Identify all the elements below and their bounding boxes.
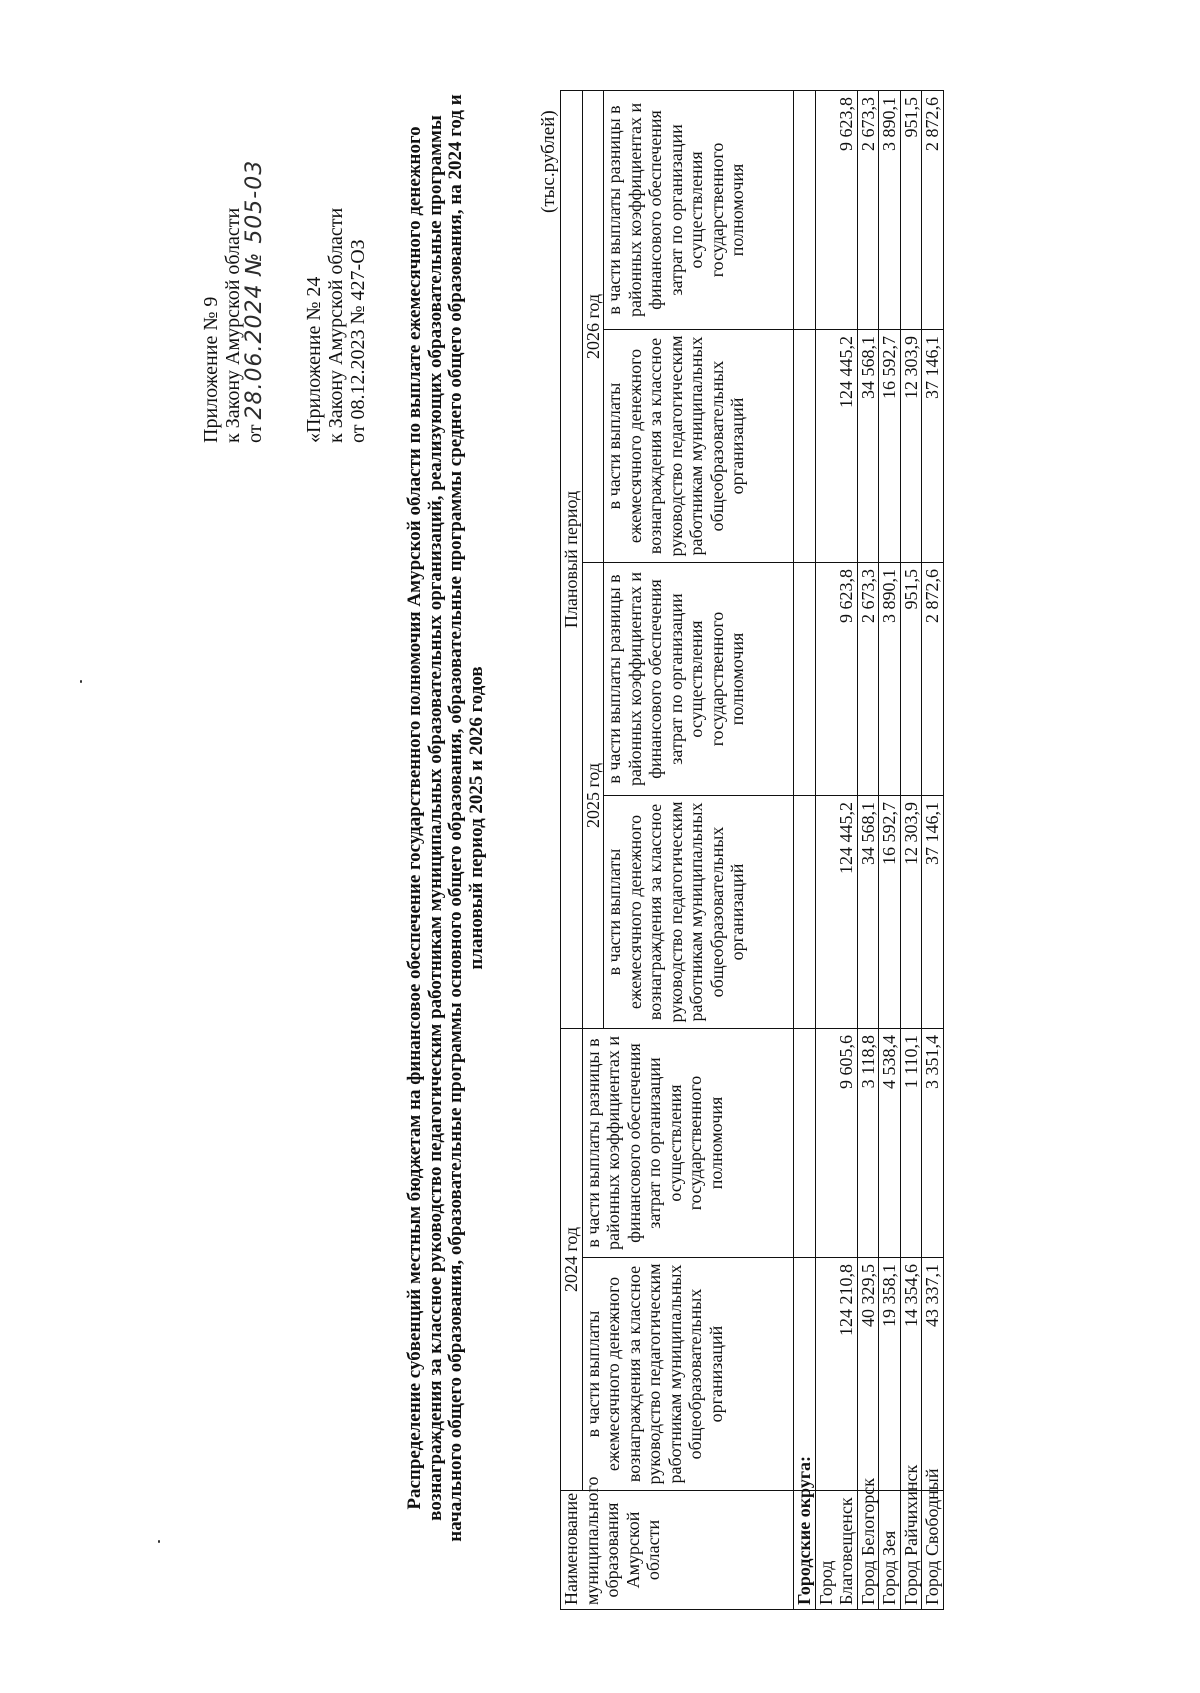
- appendix-date-line: [244, 23, 266, 443]
- header-year-2026: 2026 год: [582, 90, 604, 562]
- value-2024-salary: 40 329,5: [857, 1258, 879, 1491]
- value-2026-salary: 34 568,1: [857, 329, 879, 562]
- value-2026-salary: 37 146,1: [922, 329, 944, 562]
- scan-speck: [80, 680, 82, 683]
- header-planned-period: Плановый период: [561, 90, 583, 1028]
- value-2026-salary: 12 303,9: [900, 329, 922, 562]
- row-name: Город Райчихинск: [900, 1491, 922, 1610]
- appendix-number: Приложение № 9: [200, 296, 222, 443]
- table-row: [922, 90, 944, 1609]
- previous-appendix-date: от 08.12.2023 № 427-ОЗ: [347, 239, 369, 443]
- table-row: [900, 90, 922, 1609]
- value-2025-salary: 37 146,1: [922, 795, 944, 1028]
- table-row: [879, 90, 901, 1609]
- value-2025-coefficients: 951,5: [900, 562, 922, 795]
- value-2024-coefficients: 3 351,4: [922, 1028, 944, 1257]
- subvention-table: [560, 90, 944, 1610]
- value-2026-salary: 16 592,7: [879, 329, 901, 562]
- header-year-2024: 2024 год: [561, 1028, 583, 1490]
- value-2025-coefficients: 9 623,8: [815, 562, 857, 795]
- previous-appendix-number: «Приложение № 24: [303, 276, 325, 443]
- value-2024-salary: 43 337,1: [922, 1258, 944, 1491]
- row-name: Город Свободный: [922, 1491, 944, 1610]
- header-2025-salary: в части выплаты ежемесячного денежного вознаграждения за классное руководство педагогическим работникам муниципальных общеобразовательных организаций: [604, 795, 794, 1028]
- header-row-years: [561, 90, 583, 1609]
- value-2024-salary: 124 210,8: [815, 1258, 857, 1491]
- table-row: [857, 90, 879, 1609]
- value-2024-coefficients: 9 605,6: [815, 1028, 857, 1257]
- value-2024-salary: 19 358,1: [879, 1258, 901, 1491]
- empty-cell: [794, 795, 816, 1028]
- value-2025-coefficients: 2 673,3: [857, 562, 879, 795]
- empty-cell: [794, 1028, 816, 1257]
- value-2026-coefficients: 3 890,1: [879, 90, 901, 329]
- appendix-law: к Закону Амурской области: [222, 207, 244, 443]
- scan-speck: [158, 1540, 160, 1543]
- previous-appendix-law: к Закону Амурской области: [325, 207, 347, 443]
- value-2025-coefficients: 2 872,6: [922, 562, 944, 795]
- previous-appendix-block: [303, 23, 369, 443]
- header-2024-coefficients: в части выплаты разницы в районных коэффициентах и финансового обеспечения затрат по организации осуществления государственного полномочия: [582, 1028, 794, 1257]
- header-2026-salary: в части выплаты ежемесячного денежного вознаграждения за классное руководство педагогическим работникам муниципальных общеобразовательных организаций: [604, 329, 794, 562]
- row-name: Город Зея: [879, 1491, 901, 1610]
- unit-label: (тыс.рублей): [538, 110, 559, 213]
- value-2024-salary: 14 354,6: [900, 1258, 922, 1491]
- value-2025-coefficients: 3 890,1: [879, 562, 901, 795]
- document-title: Распределение субвенций местным бюджетам на финансовое обеспечение государственного полномочия Амурской области по выплате ежемесячного денежного вознаграждения за классное руководство педагогическим работникам муниципальных образовательных организаций, реализующих образовательные программы начального общего образования, образовательные программы основного общего образования, образовательные программы среднего общего образования, на 2024 год и плановый период 2025 и 2026 годов: [404, 94, 487, 1542]
- empty-cell: [794, 329, 816, 562]
- value-2026-coefficients: 2 673,3: [857, 90, 879, 329]
- value-2026-coefficients: 951,5: [900, 90, 922, 329]
- value-2026-salary: 124 445,2: [815, 329, 857, 562]
- header-year-2025: 2025 год: [582, 562, 604, 1028]
- row-name: Город Белогорск: [857, 1491, 879, 1610]
- value-2025-salary: 124 445,2: [815, 795, 857, 1028]
- value-2024-coefficients: 4 538,4: [879, 1028, 901, 1257]
- value-2026-coefficients: 9 623,8: [815, 90, 857, 329]
- appendix-date-prefix: от: [244, 424, 266, 443]
- header-2026-coefficients: в части выплаты разницы в районных коэффициентах и финансового обеспечения затрат по организации осуществления государственного полномочия: [604, 90, 794, 329]
- appendix-block: [200, 23, 266, 443]
- handwritten-date-number: 28.06.2024 № 505-03: [242, 159, 267, 420]
- value-2025-salary: 12 303,9: [900, 795, 922, 1028]
- value-2024-coefficients: 1 110,1: [900, 1028, 922, 1257]
- header-row-subyears: [582, 90, 604, 1609]
- value-2024-coefficients: 3 118,8: [857, 1028, 879, 1257]
- header-2024-salary: в части выплаты ежемесячного денежного вознаграждения за классное руководство педагогическим работникам муниципальных общеобразовательных организаций: [582, 1258, 794, 1491]
- header-municipality: Наименование муниципального образования Амурской области: [561, 1491, 794, 1610]
- value-2026-coefficients: 2 872,6: [922, 90, 944, 329]
- value-2025-salary: 16 592,7: [879, 795, 901, 1028]
- group-label: Городские округа:: [794, 1491, 816, 1610]
- empty-cell: [794, 562, 816, 795]
- header-2025-coefficients: в части выплаты разницы в районных коэффициентах и финансового обеспечения затрат по организации осуществления государственного полномочия: [604, 562, 794, 795]
- group-row: [794, 90, 816, 1609]
- empty-cell: [794, 90, 816, 329]
- table-row: [815, 90, 857, 1609]
- value-2025-salary: 34 568,1: [857, 795, 879, 1028]
- row-name: Город Благовещенск: [815, 1491, 857, 1610]
